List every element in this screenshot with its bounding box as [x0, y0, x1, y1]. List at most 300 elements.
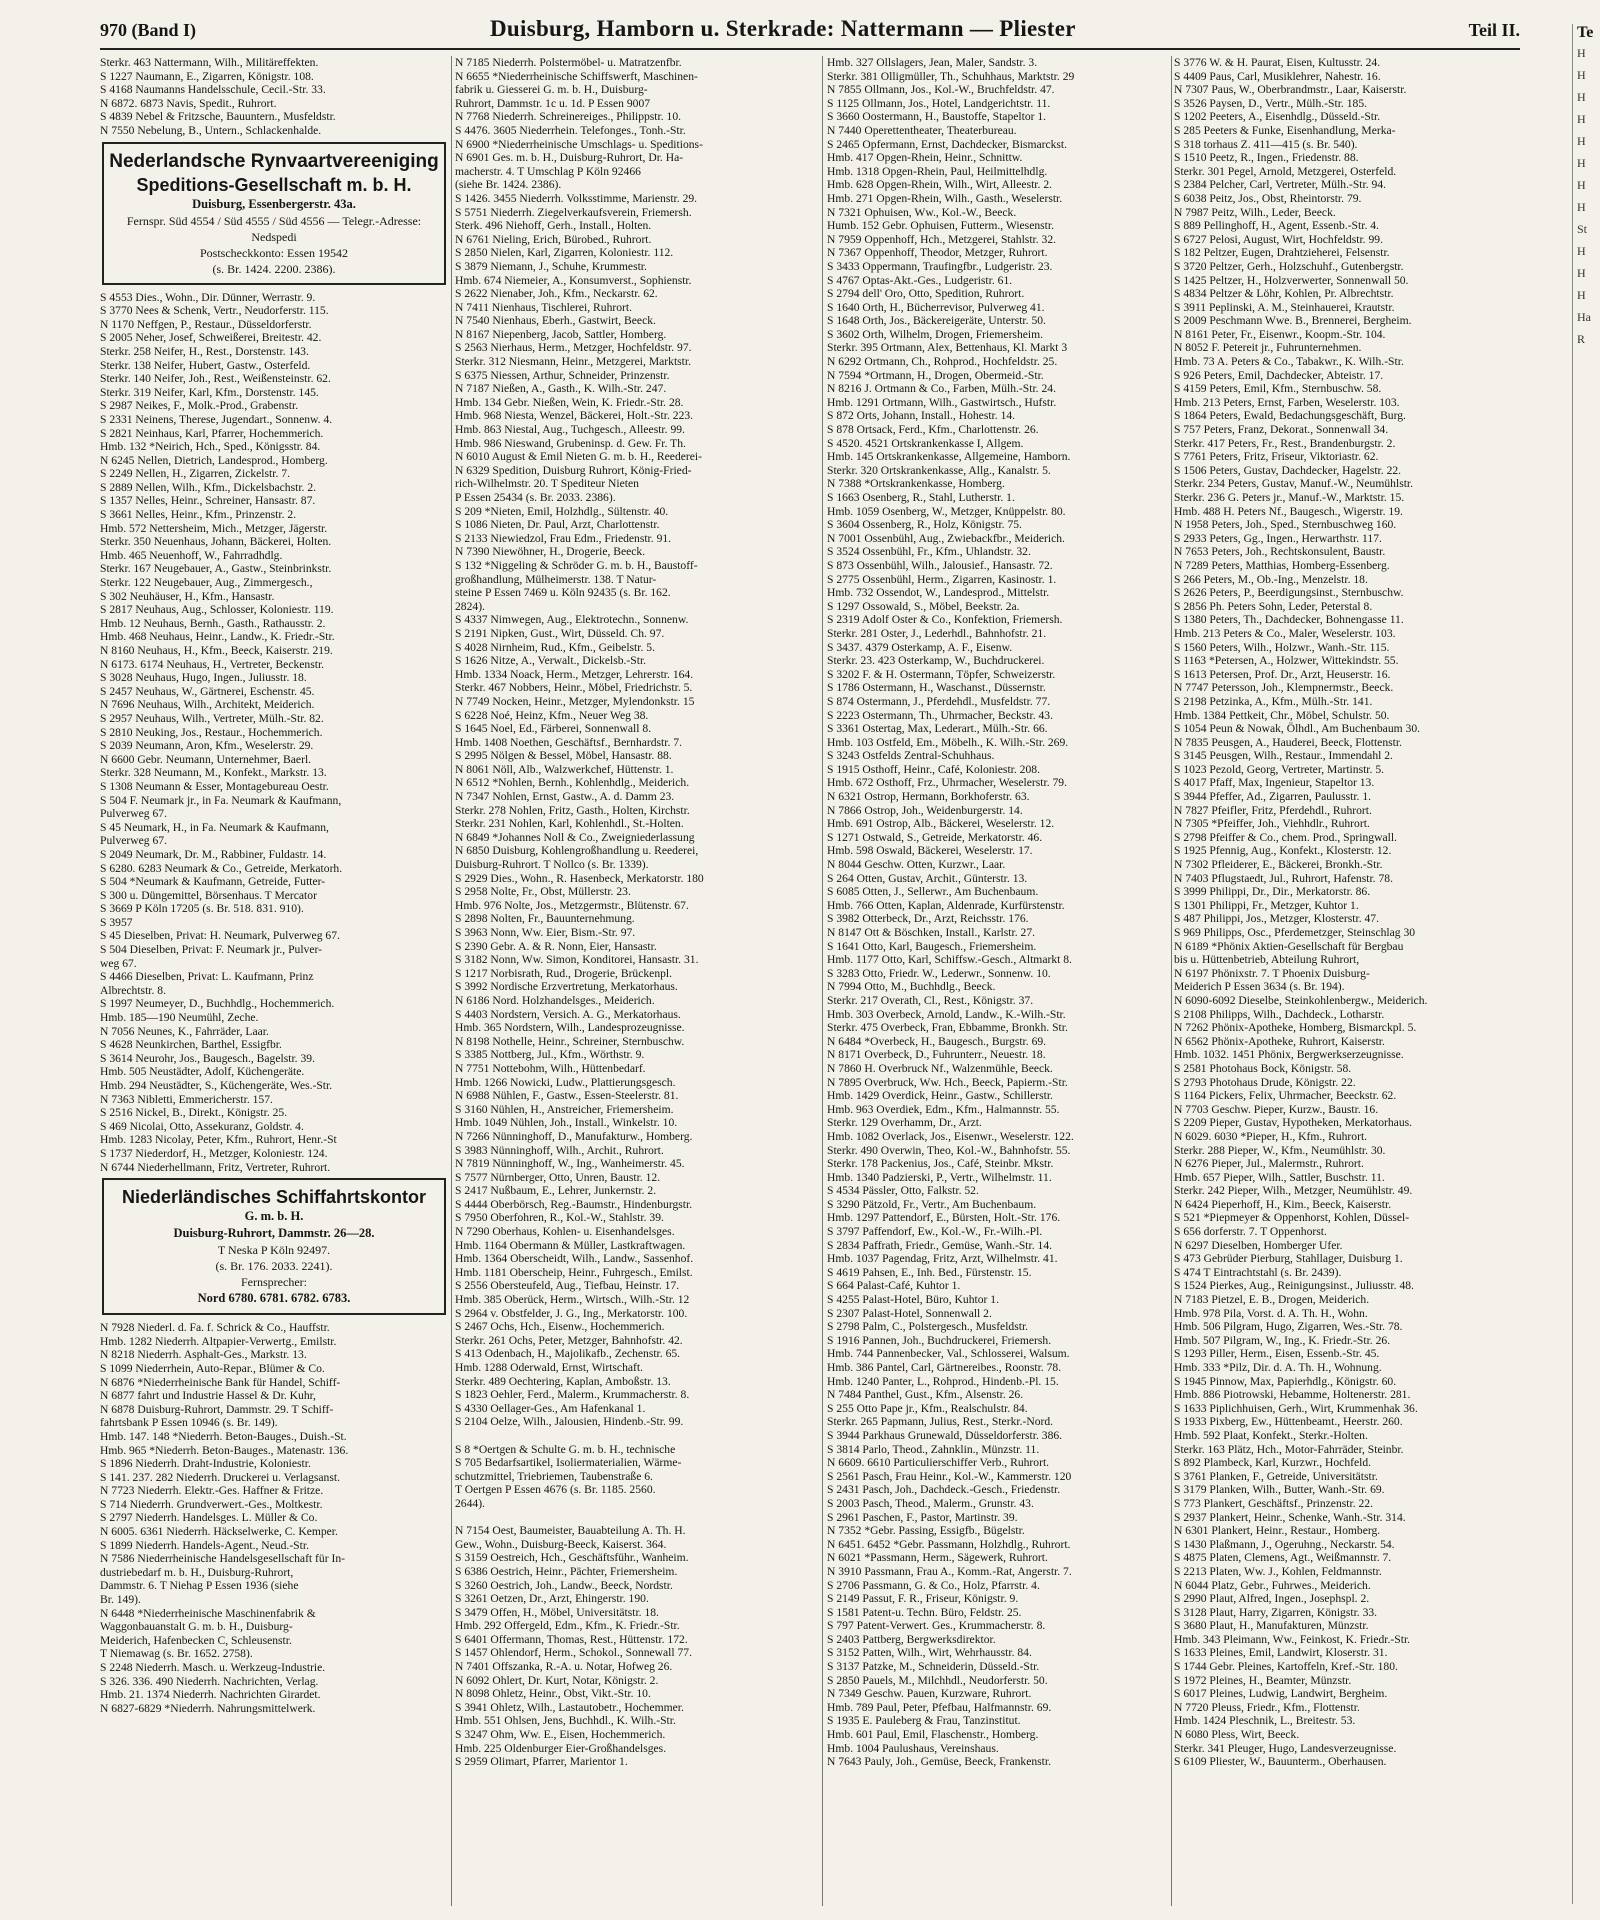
directory-entry: Sterkr. 140 Neifer, Joh., Rest., Weißensteinstr. 62. — [100, 372, 331, 386]
directory-entry: S 4017 Pfaff, Max, Ingenieur, Stapeltor 13. — [1174, 776, 1375, 790]
directory-entry: S 3957 — [100, 915, 133, 929]
edge-fragment: H — [1577, 288, 1586, 302]
directory-entry: N 8198 Nothelle, Heinr., Schreiner, Sternbuschw. — [455, 1034, 685, 1048]
directory-entry: S 4255 Palast-Hotel, Büro, Kuhtor 1. — [827, 1293, 999, 1307]
directory-entry: S 1457 Ohlendorf, Herm., Schokol., Sonnewall 77. — [455, 1646, 693, 1660]
directory-entry: Hmb. 789 Paul, Peter, Pfefbau, Halfmannstr. 69. — [827, 1700, 1052, 1714]
directory-entry: S 4444 Oberbörsch, Reg.-Baumstr., Hindenburgstr. — [455, 1197, 693, 1211]
directory-entry: N 6484 *Overbeck, H., Baugesch., Burgstr. 69. — [827, 1034, 1047, 1048]
directory-entry: S 3160 Nühlen, H., Anstreicher, Friemersheim. — [455, 1102, 674, 1116]
directory-entry: Sterkr. 319 Neifer, Karl, Kfm., Dorstenstr. 145. — [100, 385, 319, 399]
directory-entry: S 1663 Osenberg, R., Stahl, Lutherstr. 1. — [827, 491, 1015, 504]
directory-entry: S 1864 Peters, Ewald, Bedachungsgeschäft, Burg. — [1174, 409, 1406, 423]
directory-entry: S 2961 Paschen, F., Pastor, Martinstr. 39. — [827, 1510, 1018, 1524]
directory-entry: fahrtsbank P Essen 10946 (s. Br. 149). — [100, 1416, 278, 1430]
directory-entry: N 6010 August & Emil Nieten G. m. b. H., Reederei- — [455, 450, 702, 464]
directory-entry: S 4403 Nordstern, Versich. A. G., Merkatorhaus. — [455, 1007, 681, 1021]
directory-entry: N 6876 *Niederrheinische Bank für Handel, Schiff- — [100, 1375, 341, 1389]
directory-entry: S 255 Otto Pape jr., Kfm., Realschulstr. 84. — [827, 1401, 1028, 1415]
directory-entry: Sterkr. 328 Neumann, M., Konfekt., Markstr. 13. — [100, 766, 327, 780]
directory-entry: S 4767 Optas-Akt.-Ges., Ludgeristr. 61. — [827, 273, 1013, 287]
directory-entry: S 2706 Passmann, G. & Co., Holz, Pfarrstr. 4. — [827, 1578, 1040, 1592]
directory-entry: S 2817 Neuhaus, Aug., Schlosser, Koloniestr. 119. — [100, 603, 334, 617]
directory-entry: Sterkr. 278 Nohlen, Fritz, Gasth., Holten, Kirchstr. — [455, 803, 690, 817]
directory-entry: Hmb. 1240 Panter, L., Rohprod., Hindenb.-Pl. 15. — [827, 1374, 1059, 1388]
directory-entry: N 6448 *Niederrheinische Maschinenfabrik & — [100, 1606, 316, 1620]
directory-entry: Pulverweg 67. — [100, 807, 167, 821]
ad-reference: (s. Br. 1424. 2200. 2386). — [212, 261, 336, 276]
directory-entry: S 892 Plambeck, Karl, Kurzwr., Hochfeld. — [1174, 1456, 1372, 1470]
directory-entry: N 6044 Platz, Gebr., Fuhrwes., Meiderich. — [1174, 1578, 1371, 1592]
directory-entry: S 3524 Ossenbühl, Fr., Kfm., Uhlandstr. 32. — [827, 545, 1031, 559]
directory-entry: Sterkr. 350 Neuenhaus, Johann, Bäckerei, Holten. — [100, 535, 332, 549]
directory-entry: Gew., Wohn., Duisburg-Beeck, Kaiserst. 364. — [455, 1537, 667, 1551]
directory-entry: S 2794 dell' Oro, Otto, Spedition, Ruhrort. — [827, 287, 1025, 301]
directory-entry: S 3182 Nonn, Ww. Simon, Konditorei, Hansastr. 31. — [455, 953, 699, 967]
directory-entry: S 773 Plankert, Geschäftsf., Prinzenstr. 22. — [1174, 1496, 1373, 1510]
directory-entry: S 2581 Photohaus Bock, Königstr. 58. — [1174, 1061, 1352, 1075]
directory-entry: S 1744 Gebr. Pleines, Kartoffeln, Kref.-Str. 180. — [1174, 1660, 1398, 1674]
directory-entry: fabrik u. Giesserei G. m. b. H., Duisburg- — [455, 83, 648, 97]
edge-fragment: H — [1577, 46, 1586, 60]
directory-entry: S 264 Otten, Gustav, Archit., Günterstr. 13. — [827, 871, 1028, 885]
directory-entry: N 7827 Pfeifler, Fritz, Pferdehdl., Ruhrort. — [1174, 803, 1372, 817]
directory-entry: S 132 *Niggeling & Schröder G. m. b. H., Baustoff- — [455, 558, 698, 572]
directory-entry: Sterkr. 288 Pieper, W., Kfm., Neumühlstr. 30. — [1174, 1143, 1386, 1157]
directory-entry: S 2810 Neuking, Jos., Restaur., Hochemmerich. — [100, 725, 323, 739]
directory-entry: S 6386 Oestrich, Heinr., Pächter, Friemersheim. — [455, 1564, 678, 1578]
directory-entry: S 5751 Niederrh. Ziegelverkaufsverein, Friemersh. — [455, 205, 692, 219]
directory-entry: N 6761 Nieling, Erich, Bürobed., Ruhrort. — [455, 232, 652, 246]
directory-entry: Hmb. 21. 1374 Niederrh. Nachrichten Girardet. — [100, 1688, 321, 1702]
directory-entry: Hmb. 327 Ollslagers, Jean, Maler, Sandstr. 3. — [827, 56, 1038, 69]
directory-entry: Pulverweg 67. — [100, 834, 167, 848]
directory-entry: S 2797 Niederrh. Handelsges. L. Müller & Co. — [100, 1511, 318, 1525]
directory-entry: S 182 Peltzer, Eugen, Drahtzieherei, Felsenstr. — [1174, 246, 1390, 260]
directory-entry: N 7001 Ossenbühl, Aug., Zwiebackfbr., Meiderich. — [827, 531, 1065, 545]
directory-entry: großhandlung, Mülheimerstr. 138. T Natur- — [455, 572, 657, 586]
directory-entry: Hmb. 1340 Padzierski, P., Vertr., Wilhelmstr. 11. — [827, 1170, 1052, 1184]
directory-entry: S 504 F. Neumark jr., in Fa. Neumark & Kaufmann, — [100, 793, 342, 807]
directory-entry: S 8 *Oertgen & Schulte G. m. b. H., technische — [455, 1442, 676, 1456]
directory-entry: S 705 Bedarfsartikel, Isoliermaterialien, Wärme- — [455, 1456, 682, 1470]
directory-entry: S 1510 Peetz, R., Ingen., Friedenstr. 88. — [1174, 151, 1359, 165]
edge-fragment: St — [1577, 222, 1588, 236]
directory-entry: S 2213 Platen, Ww. J., Kohlen, Feldmannstr. — [1174, 1564, 1382, 1578]
directory-entry: N 7994 Otto, M., Buchhdlg., Beeck. — [827, 980, 996, 994]
directory-entry: Sterkr. 381 Olligmüller, Th., Schuhhaus, Marktstr. 29 — [827, 69, 1075, 83]
directory-entry: Hmb. 1283 Nicolay, Peter, Kfm., Ruhrort, Henr.-St — [100, 1133, 337, 1147]
directory-entry: S 873 Ossenbühl, Wilh., Jalousief., Hansastr. 72. — [827, 558, 1053, 572]
directory-entry: N 6872. 6873 Navis, Spedit., Ruhrort. — [100, 96, 277, 110]
directory-entry: Hmb. 333 *Pilz, Dir. d. A. Th. H., Wohnung. — [1174, 1361, 1382, 1374]
directory-entry: N 7056 Neunes, K., Fahrräder, Laar. — [100, 1024, 269, 1038]
directory-entry: N 1170 Neffgen, P., Restaur., Düsseldorferstr. — [100, 317, 312, 331]
directory-entry: Hmb. 147. 148 *Niederrh. Beton-Bauges., Duish.-St. — [100, 1429, 347, 1443]
directory-entry: S 2626 Peters, P., Beerdigungsinst., Sternbuschw. — [1174, 586, 1404, 600]
directory-entry — [455, 1429, 818, 1443]
directory-entry: S 3941 Ohletz, Wilh., Lastautobetr., Hochemmer. — [455, 1700, 684, 1714]
directory-entry: S 969 Philipps, Osc., Pferdemetzger, Steinschlag 30 — [1174, 926, 1416, 939]
directory-entry: S 3202 F. & H. Ostermann, Töpfer, Schweizerstr. — [827, 667, 1056, 681]
directory-entry: bis u. Hüttenbetrieb, Abteilung Ruhrort, — [1174, 953, 1360, 967]
directory-entry: S 6038 Peitz, Jos., Obst, Rheintorstr. 79. — [1174, 191, 1362, 205]
directory-entry: N 8147 Ott & Böschken, Install., Karlstr. 27. — [827, 926, 1036, 939]
directory-entry: Hmb. 691 Ostrop, Alb., Bäckerei, Weselerstr. 12. — [827, 817, 1055, 831]
directory-entry: N 7835 Peusgen, A., Hauderei, Beeck, Flottenstr. — [1174, 735, 1402, 749]
directory-entry: Sterkr. 261 Ochs, Peter, Metzger, Bahnhofstr. 42. — [455, 1333, 683, 1347]
directory-entry: Hmb. 863 Niestal, Aug., Tuchgesch., Alleestr. 99. — [455, 423, 685, 437]
directory-entry: S 6375 Niessen, Arthur, Schneider, Prinzenstr. — [455, 368, 670, 382]
directory-entry: S 1972 Pleines, H., Beamter, Münzstr. — [1174, 1673, 1352, 1687]
directory-entry: N 7289 Peters, Matthias, Homberg-Essenberg. — [1174, 558, 1390, 572]
directory-entry: S 266 Peters, M., Ob.-Ing., Menzelstr. 18. — [1174, 572, 1368, 586]
directory-entry: S 664 Palast-Café, Kuhtor 1. — [827, 1279, 961, 1293]
directory-entry: S 4466 Dieselben, Privat: L. Kaufmann, Prinz — [100, 970, 314, 984]
ad-phones: Nord 6780. 6781. 6782. 6783. — [197, 1291, 351, 1306]
directory-entry: S 2331 Neinens, Therese, Jugendart., Sonnenw. 4. — [100, 412, 333, 426]
ad-address: Duisburg, Essenbergerstr. 43a. — [192, 196, 356, 211]
directory-entry: S 2417 Nußbaum, E., Lehrer, Junkernstr. 2. — [455, 1184, 657, 1198]
directory-entry: S 872 Orts, Johann, Install., Hohestr. 14. — [827, 409, 1016, 423]
directory-entry: S 2248 Niederrh. Masch. u. Werkzeug-Industrie. — [100, 1661, 326, 1674]
directory-entry: Sterkr. 417 Peters, Fr., Rest., Brandenburgstr. 2. — [1174, 436, 1396, 450]
directory-entry: Sterkr. 129 Overhamm, Dr., Arzt. — [827, 1116, 982, 1130]
directory-entry: Sterkr. 320 Ortskrankenkasse, Allg., Kanalstr. 5. — [827, 463, 1051, 477]
directory-entry: S 874 Ostermann, J., Pferdehdl., Musfeldstr. 77. — [827, 694, 1051, 708]
directory-entry: S 3261 Oetzen, Dr., Arzt, Ehingerstr. 190. — [455, 1592, 649, 1606]
directory-entry: N 8160 Neuhaus, H., Kfm., Beeck, Kaiserstr. 219. — [100, 644, 333, 657]
directory-entry: N 7185 Niederrh. Polstermöbel- u. Matratzenfbr. — [455, 56, 682, 69]
directory-entry: Hmb. 766 Otten, Kaplan, Aldenrade, Kurfürstenstr. — [827, 898, 1065, 912]
directory-entry: S 1297 Ossowald, S., Möbel, Beekstr. 2a. — [827, 599, 1020, 613]
directory-entry: S 4028 Nirnheim, Rud., Kfm., Geibelstr. 5. — [455, 640, 655, 654]
directory-entry: N 7266 Nünninghoff, D., Manufakturw., Homberg. — [455, 1129, 693, 1143]
directory-entry: weg 67. — [100, 956, 137, 970]
directory-entry: N 7307 Paus, W., Oberbrandmstr., Laar, Kaiserstr. — [1174, 83, 1407, 97]
directory-entry: S 7577 Nürnberger, Otto, Unren, Baustr. 12. — [455, 1170, 661, 1184]
directory-entry: S 3128 Plaut, Harry, Zigarren, Königstr. 33. — [1174, 1605, 1378, 1619]
directory-entry: S 209 *Nieten, Emil, Holzhdlg., Sültenstr. 40. — [455, 504, 669, 518]
directory-entry: S 504 *Neumark & Kaufmann, Getreide, Futter- — [100, 875, 326, 889]
edge-fragment: H — [1577, 134, 1586, 148]
directory-entry: Hmb. 1164 Obermann & Müller, Lastkraftwagen. — [455, 1238, 686, 1252]
directory-entry: N 6609. 6610 Particulierschiffer Verb., Ruhrort. — [827, 1456, 1050, 1470]
directory-entry: Hmb. 674 Niemeier, A., Konsumverst., Sophienstr. — [455, 273, 692, 287]
directory-entry: Dammstr. 6. T Niehag P Essen 1936 (siehe — [100, 1579, 299, 1593]
directory-entry: S 6228 Noé, Heinz, Kfm., Neuer Weg 38. — [455, 708, 649, 722]
part-label: Teil II. — [1468, 20, 1520, 40]
directory-entry: S 302 Neuhäuser, H., Kfm., Hansastr. — [100, 589, 275, 603]
directory-entry: Meiderich, Hafenbecken C, Schleusenstr. — [100, 1633, 292, 1647]
directory-entry: N 7550 Nebelung, B., Untern., Schlackenhalde. — [100, 123, 322, 137]
directory-entry: N 7987 Peitz, Wilh., Leder, Beeck. — [1174, 205, 1336, 219]
directory-entry: S 1425 Peltzer, H., Holzverwerter, Sonnenwall 50. — [1174, 273, 1409, 287]
directory-entry: N 6900 *Niederrheinische Umschlags- u. Speditions- — [455, 137, 703, 151]
directory-entry: N 7262 Phönix-Apotheke, Homberg, Bismarckpl. 5. — [1174, 1021, 1417, 1035]
directory-entry: S 2622 Nienaber, Joh., Kfm., Neckarstr. 62. — [455, 287, 658, 301]
directory-entry: T Oertgen P Essen 4676 (s. Br. 1185. 2560. — [455, 1483, 656, 1497]
directory-entry: N 7154 Oest, Baumeister, Bauabteilung A. Th. H. — [455, 1524, 686, 1538]
directory-entry: Albrechtstr. 8. — [100, 983, 167, 997]
edge-fragment: H — [1577, 200, 1586, 214]
directory-entry: S 4875 Platen, Clemens, Agt., Weißmannstr. 7. — [1174, 1551, 1392, 1565]
directory-entry: Hmb. 468 Neuhaus, Heinr., Landw., K. Friedr.-Str. — [100, 630, 335, 644]
directory-entry: S 1217 Norbisrath, Rud., Drogerie, Brückenpl. — [455, 966, 673, 980]
directory-entry: S 1626 Nitze, A., Verwalt., Dickelsb.-Str. — [455, 654, 647, 668]
directory-entry: Sterkr. 217 Overath, Cl., Rest., Königstr. 37. — [827, 993, 1034, 1007]
directory-entry: rich-Wilhelmstr. 20. T Spediteur Nieten — [455, 477, 639, 491]
directory-entry: N 7540 Nienhaus, Eberh., Gastwirt, Beeck. — [455, 314, 656, 328]
directory-entry: N 7768 Niederrh. Schreinereiges., Philippstr. 10. — [455, 110, 682, 124]
directory-entry: S 2556 Obersteufeld, Aug., Tiefbau, Heinstr. 17. — [455, 1279, 680, 1293]
directory-entry: N 7653 Peters, Joh., Rechtskonsulent, Baustr. — [1174, 545, 1386, 559]
directory-entry: S 3660 Oostermann, H., Baustoffe, Stapeltor 1. — [827, 110, 1047, 124]
directory-entry: N 6173. 6174 Neuhaus, H., Vertreter, Beckenstr. — [100, 657, 325, 671]
directory-entry: S 3290 Pätzold, Fr., Vertr., Am Buchenbaum. — [827, 1197, 1037, 1211]
directory-entry: N 8061 Nöll, Alb., Walzwerkchef, Hüttenstr. 1. — [455, 762, 674, 776]
directory-entry: S 1916 Pannen, Joh., Buchdruckerei, Friemersh. — [827, 1333, 1052, 1347]
directory-entry: Hmb. 73 A. Peters & Co., Tabakwr., K. Wilh.-Str. — [1174, 355, 1404, 369]
ad-account: Postscheckkonto: Essen 19542 — [200, 245, 348, 260]
directory-entry: S 4337 Nimwegen, Aug., Elektrotechn., Sonnenw. — [455, 613, 689, 627]
directory-entry: Hmb. 963 Overdiek, Edm., Kfm., Halmannstr. 55. — [827, 1102, 1060, 1116]
ad-phones: Fernspr. Süd 4554 / Süd 4555 / Süd 4556 — Telegr.-Adresse: Nedspedi — [126, 213, 422, 244]
directory-entry: Hmb. 1318 Opgen-Rhein, Paul, Heilmittelhdlg. — [827, 164, 1048, 178]
directory-entry: S 1163 *Petersen, A., Holzwer, Wittekindstr. 55. — [1174, 654, 1399, 668]
directory-entry: N 7352 *Gebr. Passing, Essigfb., Bügelstr. — [827, 1524, 1025, 1538]
directory-entry: S 1997 Neumeyer, D., Buchhdlg., Hochemmerich. — [100, 997, 335, 1011]
directory-entry: N 7403 Pflugstaedt, Jul., Ruhrort, Hafenstr. 78. — [1174, 871, 1393, 885]
directory-entry: Sterk. 496 Niehoff, Gerh., Install., Holten. — [455, 219, 652, 233]
directory-entry: S 3247 Ohm, Ww. E., Eisen, Hochemmerich. — [455, 1728, 666, 1742]
directory-entry: Hmb. 1408 Noethen, Geschäftsf., Bernhardstr. 7. — [455, 735, 682, 749]
directory-entry: N 7183 Pietzel, E. B., Drogen, Meiderich. — [1174, 1293, 1370, 1307]
directory-entry: S 4628 Neunkirchen, Barthel, Essigfbr. — [100, 1038, 282, 1052]
directory-entry: S 2834 Paffrath, Friedr., Gemüse, Wanh.-Str. 14. — [827, 1238, 1053, 1252]
directory-entry: S 1301 Philippi, Fr., Metzger, Kuhtor 1. — [1174, 898, 1359, 912]
directory-entry: Hmb. 417 Opgen-Rhein, Heinr., Schnittw. — [827, 151, 1023, 165]
directory-entry: S 3983 Nünninghoff, Wilh., Archit., Ruhrort. — [455, 1143, 664, 1157]
directory-entry: S 3614 Neurohr, Jos., Baugesch., Bagelstr. 39. — [100, 1051, 315, 1065]
column-divider — [451, 56, 452, 1906]
directory-entry: S 2457 Neuhaus, W., Gärtnerei, Eschenstr. 45. — [100, 684, 315, 698]
directory-entry: S 3283 Otto, Friedr. W., Lederwr., Sonnenw. 10. — [827, 966, 1051, 980]
directory-entry: N 7855 Ollmann, Jos., Kol.-W., Bruchfeldstr. 47. — [827, 83, 1055, 97]
edge-fragment: H — [1577, 68, 1586, 82]
directory-entry: N 7703 Geschw. Pieper, Kurzw., Baustr. 16. — [1174, 1102, 1379, 1116]
directory-entry: Hmb. 1424 Pleschnik, L., Breitestr. 53. — [1174, 1714, 1356, 1728]
directory-entry: Hmb. 601 Paul, Emil, Flaschenstr., Homberg. — [827, 1728, 1039, 1742]
directory-entry: S 4330 Oellager-Ges., Am Hafenkanal 1. — [455, 1401, 646, 1415]
directory-entry: S 2133 Niewiedzol, Frau Edm., Friedenstr. 91. — [455, 531, 672, 545]
directory-entry: P Essen 25434 (s. Br. 2033. 2386). — [455, 491, 616, 504]
directory-entry: S 3992 Nordische Erzvertretung, Merkatorhaus. — [455, 980, 678, 994]
directory-entry: S 6280. 6283 Neumark & Co., Getreide, Merkatorh. — [100, 861, 343, 875]
directory-entry: N 6197 Phönixstr. 7. T Phoenix Duisburg- — [1174, 966, 1370, 980]
directory-entry: Hmb. 732 Ossendot, W., Landesprod., Mittelstr. — [827, 586, 1050, 600]
directory-entry: S 473 Gebrüder Pierburg, Stahllager, Duisburg 1. — [1174, 1252, 1403, 1266]
ad-reference: (s. Br. 176. 2033. 2241). — [215, 1259, 333, 1274]
directory-entry: N 7895 Overbruck, Ww. Hch., Beeck, Papierm.-Str. — [827, 1075, 1068, 1089]
directory-entry: Sterkr. 475 Overbeck, Fran, Ebbamme, Bronkh. Str. — [827, 1021, 1068, 1035]
directory-entry: Hmb. 1291 Ortmann, Wilh., Gastwirtsch., Hufstr. — [827, 395, 1057, 409]
directory-entry: S 1054 Peun & Nowak, Ölhdl., Am Buchenbaum 30. — [1174, 722, 1421, 736]
directory-entry: S 3159 Oestreich, Hch., Geschäftsführ., Wanheim. — [455, 1551, 689, 1565]
directory-entry: N 7401 Offszanka, R.-A. u. Notar, Hofweg 26. — [455, 1660, 673, 1674]
directory-entry: S 2149 Passut, F. R., Friseur, Königstr. 9. — [827, 1592, 1019, 1606]
directory-entry: S 2933 Peters, Gg., Ingen., Herwarthstr. 117. — [1174, 531, 1382, 545]
directory-entry: N 6021 *Passmann, Herm., Sägewerk, Ruhrort. — [827, 1551, 1048, 1565]
directory-entry: Hmb. 1429 Overdick, Heinr., Gastw., Schillerstr. — [827, 1089, 1053, 1103]
directory-entry: S 2390 Gebr. A. & R. Nonn, Eier, Hansastr. — [455, 939, 657, 953]
directory-entry: Hmb. 225 Oldenburger Eier-Großhandelsges. — [455, 1741, 667, 1755]
edge-heading: Te — [1577, 24, 1594, 41]
directory-entry: S 2995 Nölgen & Bessel, Möbel, Hansastr. 88. — [455, 749, 672, 763]
directory-entry: Sterkr. 167 Neugebauer, A., Gastw., Steinbrinkstr. — [100, 562, 332, 576]
directory-entry: S 3361 Ostertag, Max, Lederart., Mülh.-Str. 66. — [827, 722, 1048, 736]
directory-entry: N 7720 Pleuss, Friedr., Kfm., Flottenstr. — [1174, 1700, 1360, 1714]
directory-entry: Hmb. 505 Neustädter, Adolf, Küchengeräte. — [100, 1065, 305, 1079]
directory-entry: S 1099 Niederrhein, Auto-Repar., Blümer & Co. — [100, 1361, 325, 1375]
directory-entry: S 2990 Plaut, Alfred, Ingen., Josephspl. 2. — [1174, 1592, 1370, 1606]
directory-entry: N 7347 Nohlen, Ernst, Gastw., A. d. Damm 23. — [455, 790, 675, 804]
directory-entry: N 6245 Nellen, Dietrich, Landesprod., Homberg. — [100, 453, 328, 467]
directory-entry: S 7761 Peters, Fritz, Friseur, Viktoriastr. 62. — [1174, 450, 1379, 464]
directory-entry: Hmb. 1037 Pagendag, Fritz, Arzt, Wilhelmstr. 41. — [827, 1252, 1058, 1266]
directory-entry: S 6401 Offermann, Thomas, Rest., Hüttenstr. 172. — [455, 1632, 688, 1646]
directory-entry: Hmb. 185—190 Neumühl, Zeche. — [100, 1011, 259, 1025]
directory-entry: N 7321 Ophuisen, Ww., Kol.-W., Beeck. — [827, 205, 1017, 219]
edge-fragment: H — [1577, 90, 1586, 104]
directory-entry: S 3879 Niemann, J., Schuhe, Krummestr. — [455, 259, 647, 273]
directory-entry: Hmb. 134 Gebr. Nießen, Wein, K. Friedr.-Str. 28. — [455, 395, 684, 409]
directory-entry: S 1023 Pezold, Georg, Vertreter, Martinstr. 5. — [1174, 762, 1385, 776]
directory-entry: S 2005 Neher, Josef, Schweißerei, Breitestr. 42. — [100, 331, 322, 345]
directory-entry: S 4520. 4521 Ortskrankenkasse I, Allgem. — [827, 436, 1024, 450]
directory-entry: N 7484 Panthel, Gust., Kfm., Alsenstr. 26. — [827, 1388, 1024, 1402]
directory-entry: S 1633 Piplichhuisen, Gerh., Wirt, Krummenhak 36. — [1174, 1401, 1418, 1415]
directory-entry: S 3944 Pfeffer, Ad., Zigarren, Paulusstr. 1. — [1174, 790, 1372, 804]
directory-entry: Hmb. 598 Oswald, Bäckerei, Weselerstr. 17. — [827, 844, 1033, 858]
directory-entry: Sterkr. 234 Peters, Gustav, Manuf.-W., Neumühlstr. — [1174, 477, 1414, 491]
directory-entry: S 797 Patent-Verwert. Ges., Krummacherstr. 8. — [827, 1619, 1046, 1633]
directory-entry: Sterkr. 23. 423 Osterkamp, W., Buchdruckerei. — [827, 654, 1045, 668]
directory-entry: S 3720 Peltzer, Gerh., Holzschuhf., Gutenbergstr. — [1174, 259, 1404, 273]
directory-entry: S 1633 Pleines, Emil, Landwirt, Kloserstr. 31. — [1174, 1646, 1388, 1660]
directory-entry: Sterkr. 178 Packenius, Jos., Café, Steinbr. Mkstr. — [827, 1157, 1054, 1171]
directory-entry: S 1786 Ostermann, H., Waschanst., Düssernstr. — [827, 681, 1046, 695]
directory-entry: S 2959 Olimart, Pfarrer, Marientor 1. — [455, 1755, 628, 1769]
directory-entry: S 1202 Peeters, A., Eisenhdlg., Düsseld.-Str. — [1174, 110, 1381, 124]
directory-entry: Hmb. 628 Opgen-Rhein, Wilh., Wirt, Alleestr. 2. — [827, 178, 1053, 192]
directory-entry: S 3661 Nelles, Heinr., Kfm., Prinzenstr. 2. — [100, 508, 297, 522]
directory-entry: S 2319 Adolf Oster & Co., Konfektion, Friemersh. — [827, 613, 1063, 627]
directory-entry: S 2889 Nellen, Wilh., Kfm., Dickelsbachstr. 2. — [100, 480, 317, 494]
directory-entry: N 7860 H. Overbruck Nf., Walzenmühle, Beeck. — [827, 1061, 1053, 1075]
directory-entry: S 2467 Ochs, Hch., Eisenw., Hochemmerich. — [455, 1320, 665, 1334]
directory-entry: N 7349 Geschw. Pauen, Kurzware, Ruhrort. — [827, 1687, 1032, 1701]
directory-entry: S 413 Odenbach, H., Majolikafb., Zechenstr. 65. — [455, 1347, 681, 1361]
directory-entry: N 7928 Niederl. d. Fa. f. Schrick & Co., Hauffstr. — [100, 1321, 330, 1335]
directory-entry: N 1958 Peters, Joh., Sped., Sternbuschweg 160. — [1174, 518, 1397, 532]
directory-entry: S 2850 Nielen, Karl, Zigarren, Koloniestr. 112. — [455, 246, 674, 260]
directory-entry: N 6827-6829 *Niederrh. Nahrungsmittelwerk. — [100, 1701, 316, 1715]
directory-entry: S 3963 Nonn, Ww. Eier, Bism.-Str. 97. — [455, 926, 636, 939]
directory-entry: S 1935 E. Pauleberg & Frau, Tanzinstitut. — [827, 1714, 1021, 1728]
directory-entry: N 8052 F. Petereit jr., Fuhrunternehmen. — [1174, 341, 1362, 355]
directory-entry: S 3437. 4379 Osterkamp, A. F., Eisenw. — [827, 640, 1013, 654]
directory-entry: S 2223 Ostermann, Th., Uhrmacher, Beckstr. 43. — [827, 708, 1054, 722]
directory-entry: 2824). — [455, 599, 485, 613]
directory-entry: S 2516 Nickel, B., Direkt., Königstr. 25. — [100, 1106, 288, 1120]
directory-entry: N 6092 Ohlert, Dr. Kurt, Notar, Königstr. 2. — [455, 1673, 659, 1687]
directory-entry: Hmb. 385 Oberück, Herm., Wirtsch., Wilh.-Str. 12 — [455, 1293, 690, 1307]
directory-entry: Duisburg-Ruhrort. T Nollco (s. Br. 1339). — [455, 858, 649, 872]
directory-entry: macherstr. 4. T Umschlag P Köln 92466 — [455, 164, 641, 178]
directory-entry: Ruhrort, Dammstr. 1c u. 1d. P Essen 9007 — [455, 96, 651, 110]
directory-entry: Hmb. 976 Nolte, Jos., Metzgermstr., Blütenstr. 67. — [455, 898, 689, 912]
directory-entry: S 318 torhaus Z. 411—415 (s. Br. 540). — [1174, 137, 1358, 151]
directory-entry: Hmb. 886 Piotrowski, Hebamme, Holtenerstr. 281. — [1174, 1388, 1411, 1402]
directory-entry: S 45 Dieselben, Privat: H. Neumark, Pulverweg 67. — [100, 929, 340, 943]
directory-entry: S 1560 Peters, Wilh., Holzwr., Wanh.-Str. 115. — [1174, 640, 1390, 654]
directory-entry: N 6292 Ortmann, Ch., Rohprod., Hochfeldstr. 25. — [827, 355, 1058, 369]
directory-entry: Hmb. 213 Peters & Co., Maler, Weselerstr. 103. — [1174, 626, 1396, 640]
directory-entry: N 7751 Nottebohm, Wilh., Hüttenbedarf. — [455, 1061, 646, 1075]
directory-entry: N 7305 *Pfeiffer, Joh., Viehhdlr., Ruhrort. — [1174, 817, 1370, 831]
directory-entry: S 3770 Nees & Schenk, Vertr., Neudorferstr. 115. — [100, 304, 329, 318]
directory-entry: S 6727 Pelosi, August, Wirt, Hochfeldstr. 99. — [1174, 232, 1383, 246]
directory-entry: N 7586 Niederrheinische Handelsgesellschaft für In- — [100, 1552, 345, 1566]
directory-entry: N 8167 Niepenberg, Jacob, Sattler, Homberg. — [455, 327, 667, 341]
directory-entry: S 2009 Peschmann Wwe. B., Brennerei, Bergheim. — [1174, 314, 1412, 328]
directory-entry: Hmb. 1004 Paulushaus, Vereinshaus. — [827, 1741, 999, 1755]
advertisement-box — [102, 1178, 446, 1315]
directory-entry: S 926 Peters, Emil, Dachdecker, Abteistr. 17. — [1174, 368, 1384, 382]
directory-entry: N 7302 Pfleiderer, E., Bäckerei, Bronkh.-Str. — [1174, 858, 1383, 872]
directory-entry: S 2958 Nolte, Fr., Obst, Müllerstr. 23. — [455, 885, 631, 899]
directory-entry: S 3797 Paffendorf, Ew., Kol.-W., Fr.-Wilh.-Pl. — [827, 1225, 1043, 1239]
directory-entry: Hmb. 1384 Pettkeit, Chr., Möbel, Schulstr. 50. — [1174, 708, 1390, 722]
directory-entry: (siehe Br. 1424. 2386). — [455, 178, 562, 192]
directory-entry: S 6017 Pleines, Ludwig, Landwirt, Bergheim. — [1174, 1687, 1388, 1701]
entry-list — [100, 291, 448, 1175]
directory-entry: N 7643 Pauly, Joh., Gemüse, Beeck, Frankenstr. — [827, 1755, 1052, 1769]
directory-entry: S 2561 Pasch, Frau Heinr., Kol.-W., Kammerstr. 120 — [827, 1469, 1072, 1483]
directory-entry: S 2191 Nipken, Gust., Wirt, Düsseld. Ch. 97. — [455, 626, 665, 640]
directory-entry: S 3243 Ostfelds Zentral-Schuhhaus. — [827, 749, 995, 763]
directory-entry: N 6080 Pless, Wirt, Beeck. — [1174, 1728, 1300, 1742]
directory-entry: N 6655 *Niederrheinische Schiffswerft, Maschinen- — [455, 69, 698, 83]
directory-entry: S 1641 Otto, Karl, Baugesch., Friemersheim. — [827, 939, 1037, 953]
directory-entry: N 6301 Plankert, Heinr., Restaur., Homberg. — [1174, 1524, 1381, 1538]
column-4 — [1174, 56, 1518, 1906]
directory-entry: Hmb. 213 Peters, Ernst, Farben, Weselerstr. 103. — [1174, 395, 1400, 409]
directory-entry: Sterkr. 312 Niesmann, Heinr., Metzgerei, Marktstr. — [455, 355, 692, 369]
directory-entry: S 2465 Opfermann, Ernst, Dachdecker, Bismarckst. — [827, 137, 1068, 151]
directory-entry: N 7290 Oberhaus, Kohlen- u. Eisenhandelsges. — [455, 1225, 675, 1239]
directory-entry: Hmb. 1032. 1451 Phönix, Bergwerkserzeugnisse. — [1174, 1048, 1404, 1062]
edge-fragment: H — [1577, 244, 1586, 258]
directory-entry: S 1581 Patent-u. Techn. Büro, Feldstr. 25. — [827, 1605, 1022, 1619]
directory-entry: Sterkr. 122 Neugebauer, Aug., Zimmergesch., — [100, 576, 313, 590]
directory-entry: schutzmittel, Triebriemen, Taubenstraße 6. — [455, 1469, 653, 1483]
directory-entry: Sterkr. 395 Ortmann, Alex, Bettenhaus, Kl. Markt 3 — [827, 341, 1068, 355]
directory-entry: S 4476. 3605 Niederrhein. Telefonges., Tonh.-Str. — [455, 123, 686, 137]
directory-entry: N 7411 Nienhaus, Tischlerei, Ruhrort. — [455, 300, 633, 314]
directory-entry: S 2039 Neumann, Aron, Kfm., Weselerstr. 29. — [100, 739, 314, 753]
